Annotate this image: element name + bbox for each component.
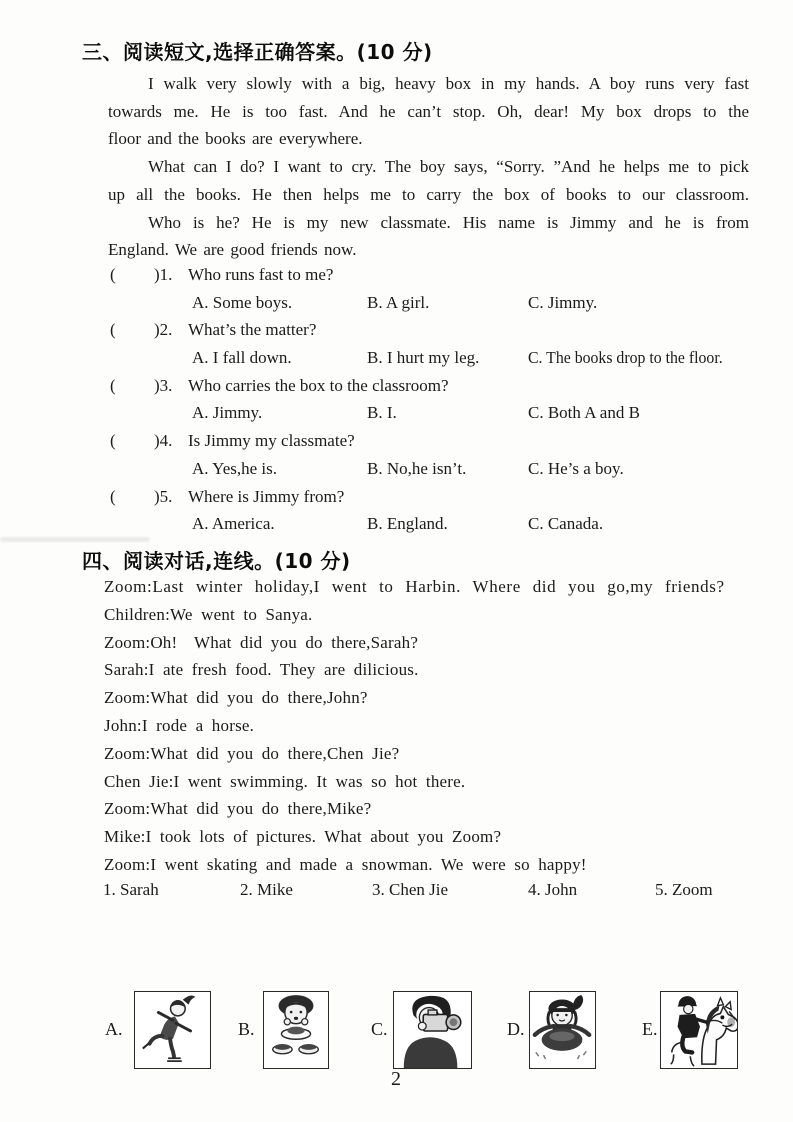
swimming-icon (530, 992, 595, 1068)
answer-bracket: ( (110, 375, 116, 395)
answer-bracket: ( (110, 431, 116, 451)
question-text: Who runs fast to me? (188, 265, 334, 284)
question-item (0, 487, 793, 542)
page-number: 2 (391, 1068, 401, 1090)
option-b: B. I hurt my leg. (367, 348, 480, 368)
option-a: A. Some boys. (192, 292, 293, 312)
dialogue-line: Zoom:What did you do there,Mike? (104, 799, 372, 819)
dialogue-line: Zoom:What did you do there,John? (104, 688, 368, 708)
picture-frame-c (393, 991, 472, 1069)
match-name: 2. Mike (240, 880, 293, 899)
dialogue-line: Zoom:Last winter holiday,I went to Harbin. Where did you go,my friends? (104, 577, 725, 596)
question-item (0, 431, 793, 486)
passage-line: Who is he? He is my new classmate. His name is Jimmy and he is from (148, 212, 749, 232)
dialogue-line: Sarah:I ate fresh food. They are dilicious. (104, 660, 419, 680)
dialogue-line: Zoom:Oh! What did you do there,Sarah? (104, 632, 419, 652)
passage-line: I walk very slowly with a big, heavy box in my hands. A boy runs very fast (148, 74, 749, 93)
passage-line: floor and the books are everywhere. (108, 129, 363, 149)
passage-line: up all the books. He then helps me to carry the box of books to our classroom. (108, 184, 749, 204)
passage-line: towards me. He is too fast. And he can’t stop. Oh, dear! My box drops to the (108, 101, 749, 121)
question-text: What’s the matter? (188, 320, 317, 340)
answer-bracket: ( (110, 320, 116, 340)
passage-line: What can I do? I want to cry. The boy says, “Sorry. ”And he helps me to pick (148, 157, 749, 177)
passage-line: England. We are good friends now. (108, 240, 357, 260)
option-c: C. Jimmy. (528, 292, 598, 312)
answer-bracket: ( (110, 486, 116, 506)
option-c: C. He’s a boy. (528, 458, 624, 478)
picture-frame-a (134, 991, 211, 1069)
question-item (0, 265, 793, 320)
match-name: 5. Zoom (655, 880, 713, 899)
option-b: B. No,he isn’t. (367, 458, 467, 478)
option-b: B. I. (367, 403, 397, 423)
option-a: A. I fall down. (192, 348, 292, 368)
eating-food-icon (264, 992, 328, 1068)
picture-label-c: C. (371, 1019, 388, 1039)
option-b: B. England. (367, 514, 448, 534)
question-number: )4. (154, 431, 173, 451)
picture-frame-d (529, 991, 596, 1069)
picture-label-b: B. (238, 1019, 255, 1039)
picture-frame-e (660, 991, 738, 1069)
camera-photo-icon (394, 992, 471, 1068)
ice-skating-icon (135, 992, 210, 1068)
option-a: A. America. (192, 514, 275, 534)
option-b: B. A girl. (367, 292, 430, 312)
section-four-title: 四、阅读对话,连线。(10 分) (82, 549, 351, 573)
question-number: )2. (154, 320, 173, 340)
question-number: )3. (154, 375, 173, 395)
question-text: Who carries the box to the classroom? (188, 375, 449, 395)
option-a: A. Jimmy. (192, 403, 263, 423)
question-text: Where is Jimmy from? (188, 486, 345, 506)
question-list (0, 265, 793, 542)
question-number: )1. (154, 265, 173, 284)
question-item (0, 320, 793, 375)
dialogue (104, 573, 725, 879)
question-number: )5. (154, 486, 173, 506)
option-a: A. Yes,he is. (192, 458, 278, 478)
picture-label-d: D. (507, 1019, 525, 1039)
dialogue-line: Children:We went to Sanya. (104, 604, 313, 624)
picture-label-e: E. (642, 1019, 658, 1039)
answer-bracket: ( (110, 265, 116, 284)
picture-label-a: A. (105, 1019, 123, 1039)
dialogue-line: John:I rode a horse. (104, 715, 255, 735)
option-c: C. Both A and B (528, 403, 640, 423)
match-name: 1. Sarah (103, 880, 159, 899)
picture-frame-b (263, 991, 329, 1069)
dialogue-line: Zoom:I went skating and made a snowman. We were so happy! (104, 854, 587, 874)
dialogue-line: Mike:I took lots of pictures. What about you Zoom? (104, 827, 502, 847)
section-three-title: 三、阅读短文,选择正确答案。(10 分) (82, 40, 433, 64)
dialogue-line: Zoom:What did you do there,Chen Jie? (104, 743, 400, 763)
match-name: 4. John (528, 880, 578, 899)
reading-passage (108, 70, 749, 264)
match-name: 3. Chen Jie (372, 880, 449, 899)
scan-artifact (0, 537, 150, 542)
question-item (0, 376, 793, 431)
option-c: C. The books drop to the floor. (528, 348, 723, 368)
question-text: Is Jimmy my classmate? (188, 431, 355, 451)
dialogue-line: Chen Jie:I went swimming. It was so hot there. (104, 771, 466, 791)
option-c: C. Canada. (528, 514, 604, 534)
horse-riding-icon (661, 992, 737, 1068)
